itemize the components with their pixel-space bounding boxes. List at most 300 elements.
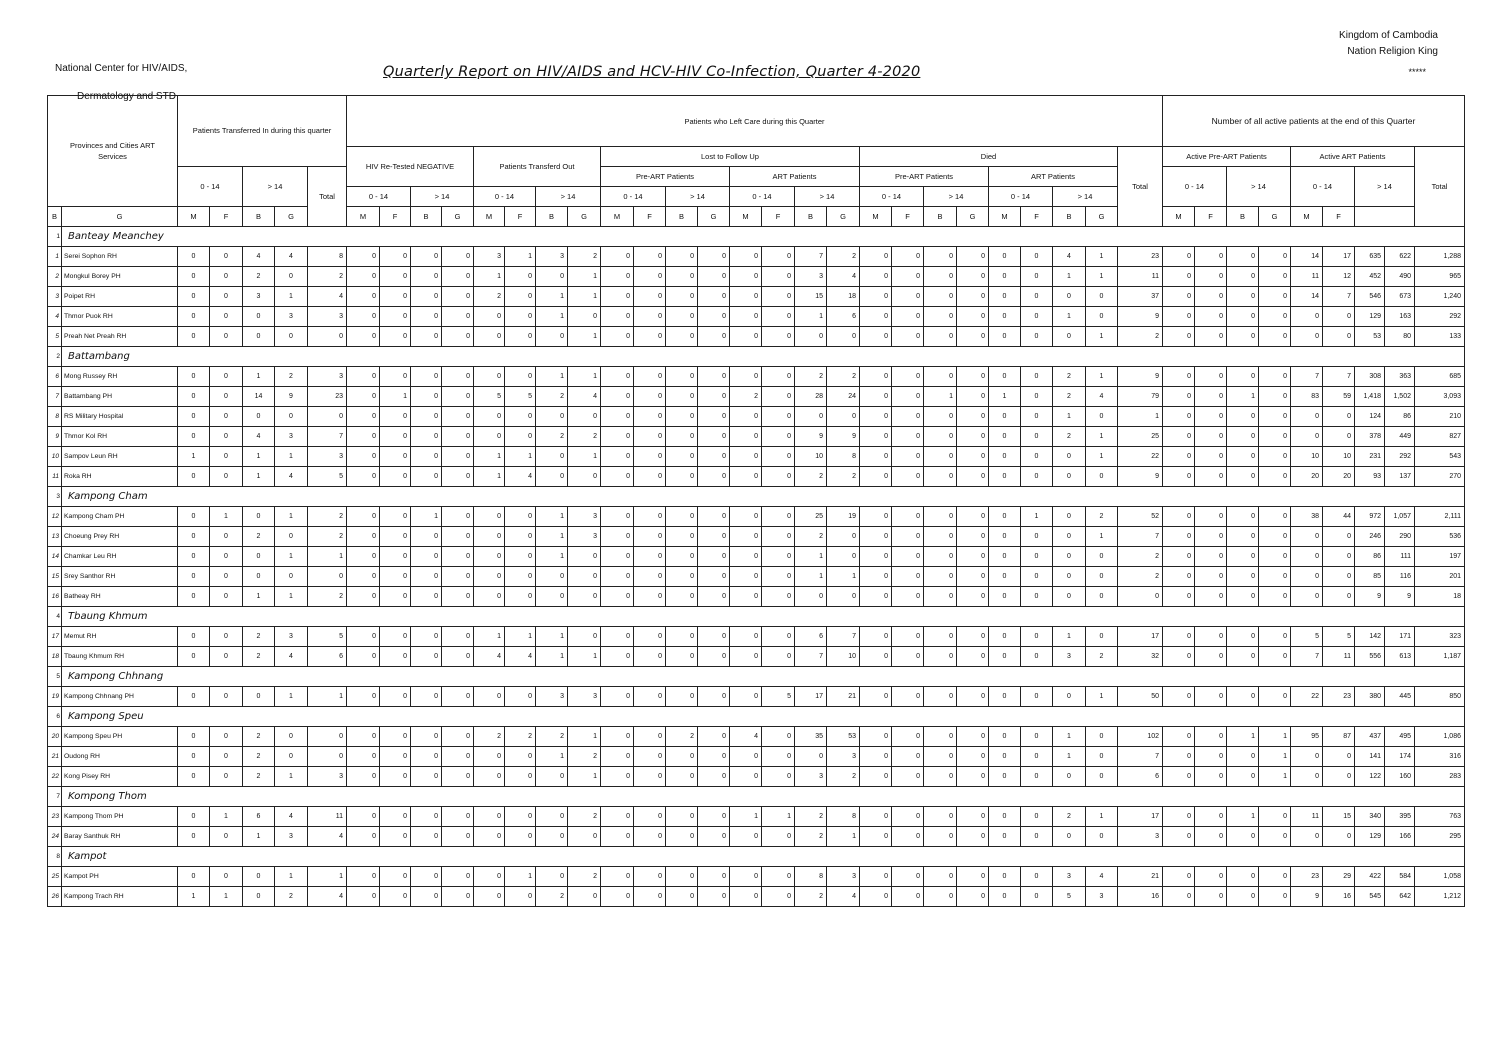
- active-m-header: M: [1163, 207, 1195, 227]
- active-cell: 0: [1227, 267, 1259, 287]
- transferred-in-cell: 1: [275, 687, 308, 707]
- left-care-cell: 0: [795, 327, 827, 347]
- left-care-cell: 0: [411, 367, 442, 387]
- active-cell: 0: [1291, 767, 1323, 787]
- left-care-cell: 0: [634, 647, 666, 667]
- active-cell: 7: [1323, 287, 1355, 307]
- transferred-in-cell: 2: [243, 527, 275, 547]
- transferred-in-cell: 0: [210, 527, 243, 547]
- left-care-cell: 0: [762, 767, 795, 787]
- left-care-cell: 8: [827, 807, 860, 827]
- transferred-in-cell: 2: [243, 267, 275, 287]
- left-care-cell: 1: [505, 627, 536, 647]
- site-name: Kampong Speu PH: [62, 727, 178, 747]
- site-name: Kampot PH: [62, 867, 178, 887]
- active-b-header: B: [1053, 207, 1086, 227]
- left-care-cell: 0: [1053, 287, 1086, 307]
- province-index: 8: [48, 847, 62, 867]
- active-cell: 11: [1323, 647, 1355, 667]
- active-cell: 0: [1227, 447, 1259, 467]
- transferred-in-cell: 0: [210, 267, 243, 287]
- left-care-cell: 2: [568, 247, 601, 267]
- left-care-cell: 0: [411, 407, 442, 427]
- active-cell: 972: [1355, 507, 1385, 527]
- left-care-cell: 0: [601, 287, 634, 307]
- left-care-cell: 2: [795, 827, 827, 847]
- left-care-cell: 0: [892, 327, 924, 347]
- active-total: 536: [1415, 527, 1465, 547]
- table-row: [48, 307, 1465, 327]
- table-row: [48, 327, 1465, 347]
- left-care-cell: 0: [347, 687, 380, 707]
- left-care-cell: 1: [474, 627, 505, 647]
- transferred-in-cell: 0: [210, 567, 243, 587]
- left-care-cell: 0: [827, 587, 860, 607]
- active-cell: 0: [1163, 867, 1195, 887]
- transferred-in-total: 23: [308, 387, 347, 407]
- left-care-cell: 0: [1053, 767, 1086, 787]
- left-care-cell: 0: [568, 407, 601, 427]
- left-care-cell: 1: [568, 287, 601, 307]
- transferred-in-cell: 4: [275, 807, 308, 827]
- active-cell: 0: [1195, 627, 1227, 647]
- left-care-cell: 0: [1053, 567, 1086, 587]
- left-care-cell: 0: [730, 407, 762, 427]
- active-cell: 0: [1195, 327, 1227, 347]
- table-row: [48, 527, 1465, 547]
- active-cell: 290: [1385, 527, 1415, 547]
- left-care-cell: 0: [762, 527, 795, 547]
- active-cell: 0: [1227, 327, 1259, 347]
- left-care-total: 3: [1118, 827, 1163, 847]
- active-cell: 1: [1259, 767, 1291, 787]
- left-g-header: G: [698, 207, 730, 227]
- active-total: 210: [1415, 407, 1465, 427]
- left-care-cell: 1: [1021, 507, 1053, 527]
- site-number: 16: [48, 587, 62, 607]
- left-care-cell: 0: [1053, 327, 1086, 347]
- left-care-cell: 0: [698, 387, 730, 407]
- left-care-cell: 0: [698, 827, 730, 847]
- left-care-cell: 0: [957, 647, 989, 667]
- left-care-cell: 0: [730, 247, 762, 267]
- active-cell: 0: [1195, 827, 1227, 847]
- left-care-cell: 0: [601, 427, 634, 447]
- left-care-cell: 0: [1021, 687, 1053, 707]
- left-care-cell: 0: [411, 247, 442, 267]
- table-row: [48, 767, 1465, 787]
- left-care-cell: 1: [536, 507, 568, 527]
- transferred-in-cell: 1: [178, 447, 210, 467]
- left-care-cell: 1: [536, 527, 568, 547]
- left-care-cell: 1: [380, 387, 411, 407]
- transferred-in-cell: 1: [243, 467, 275, 487]
- active-cell: 0: [1259, 447, 1291, 467]
- transferred-in-cell: 0: [178, 507, 210, 527]
- left-care-cell: 0: [347, 727, 380, 747]
- site-name: Choeung Prey RH: [62, 527, 178, 547]
- transferred-in-cell: 2: [275, 367, 308, 387]
- da-age-old: > 14: [1053, 187, 1118, 207]
- left-care-cell: 0: [634, 467, 666, 487]
- left-care-cell: 0: [505, 427, 536, 447]
- left-care-cell: 0: [860, 767, 892, 787]
- left-care-cell: 3: [827, 867, 860, 887]
- active-total: 316: [1415, 747, 1465, 767]
- left-care-cell: 0: [666, 547, 698, 567]
- left-care-cell: 5: [762, 687, 795, 707]
- left-care-cell: 0: [730, 587, 762, 607]
- left-care-cell: 0: [957, 327, 989, 347]
- active-cell: 0: [1259, 807, 1291, 827]
- left-care-cell: 0: [505, 767, 536, 787]
- table-row: [48, 287, 1465, 307]
- left-care-cell: 1: [568, 647, 601, 667]
- left-care-cell: 0: [1086, 727, 1118, 747]
- left-care-cell: 0: [568, 307, 601, 327]
- col-left-total: Total: [1118, 147, 1163, 227]
- active-cell: 44: [1323, 507, 1355, 527]
- active-cell: 0: [1259, 827, 1291, 847]
- active-cell: 635: [1355, 247, 1385, 267]
- left-care-cell: 0: [860, 547, 892, 567]
- left-care-cell: 0: [536, 327, 568, 347]
- left-care-cell: 0: [1021, 327, 1053, 347]
- transferred-in-cell: 0: [210, 587, 243, 607]
- left-care-cell: 0: [827, 547, 860, 567]
- transferred-in-total: 2: [308, 507, 347, 527]
- left-care-cell: 0: [347, 427, 380, 447]
- left-care-cell: 2: [568, 427, 601, 447]
- transferred-in-cell: 1: [210, 807, 243, 827]
- left-care-cell: 3: [474, 247, 505, 267]
- left-care-cell: 0: [411, 867, 442, 887]
- left-care-cell: 5: [505, 387, 536, 407]
- transferred-in-cell: 2: [243, 627, 275, 647]
- left-care-cell: 0: [634, 267, 666, 287]
- transferred-in-total: 4: [308, 287, 347, 307]
- left-care-cell: 0: [601, 367, 634, 387]
- active-cell: 0: [1163, 247, 1195, 267]
- transferred-in-cell: 4: [243, 247, 275, 267]
- active-cell: 174: [1385, 747, 1415, 767]
- active-cell: 0: [1227, 587, 1259, 607]
- left-care-cell: 0: [989, 647, 1021, 667]
- left-care-cell: 1: [1053, 407, 1086, 427]
- left-care-cell: 0: [601, 627, 634, 647]
- tin-age-old: > 14: [243, 167, 308, 207]
- left-care-cell: 0: [1021, 767, 1053, 787]
- transferred-in-cell: 2: [243, 747, 275, 767]
- left-care-total: 32: [1118, 647, 1163, 667]
- active-cell: 0: [1163, 727, 1195, 747]
- left-care-cell: 10: [795, 447, 827, 467]
- left-care-cell: 0: [762, 467, 795, 487]
- left-care-cell: 0: [860, 387, 892, 407]
- transferred-in-cell: 0: [243, 307, 275, 327]
- transferred-in-total: 3: [308, 307, 347, 327]
- left-care-cell: 0: [634, 687, 666, 707]
- left-care-cell: 0: [989, 747, 1021, 767]
- transferred-in-cell: 0: [178, 747, 210, 767]
- transferred-in-total: 1: [308, 867, 347, 887]
- left-care-total: 7: [1118, 747, 1163, 767]
- left-care-cell: 0: [892, 627, 924, 647]
- left-care-cell: 0: [698, 887, 730, 907]
- active-cell: 0: [1227, 887, 1259, 907]
- left-care-cell: 0: [347, 367, 380, 387]
- left-care-cell: 0: [474, 887, 505, 907]
- transferred-in-cell: 0: [275, 727, 308, 747]
- active-cell: 142: [1355, 627, 1385, 647]
- site-number: 14: [48, 547, 62, 567]
- left-care-cell: 0: [601, 387, 634, 407]
- site-name: Preah Net Preah RH: [62, 327, 178, 347]
- left-care-cell: 0: [411, 287, 442, 307]
- active-total: 133: [1415, 327, 1465, 347]
- left-care-cell: 0: [860, 647, 892, 667]
- site-number: 2: [48, 267, 62, 287]
- tin-b-header: B: [48, 207, 62, 227]
- left-care-cell: 0: [989, 367, 1021, 387]
- active-cell: 9: [1355, 587, 1385, 607]
- active-cell: 38: [1291, 507, 1323, 527]
- left-care-cell: 2: [1086, 647, 1118, 667]
- left-care-cell: 0: [411, 427, 442, 447]
- active-cell: 7: [1291, 647, 1323, 667]
- left-care-cell: 0: [601, 267, 634, 287]
- left-care-cell: 0: [442, 547, 474, 567]
- left-care-cell: 0: [892, 647, 924, 667]
- left-care-cell: 1: [536, 307, 568, 327]
- transferred-in-cell: 0: [178, 547, 210, 567]
- left-care-cell: 0: [860, 287, 892, 307]
- left-care-cell: 0: [505, 567, 536, 587]
- left-care-cell: 0: [860, 687, 892, 707]
- left-care-cell: 0: [957, 367, 989, 387]
- active-cell: 363: [1385, 367, 1415, 387]
- active-cell: 1,502: [1385, 387, 1415, 407]
- left-care-cell: 0: [924, 627, 957, 647]
- left-care-cell: 0: [924, 587, 957, 607]
- left-care-cell: 0: [957, 627, 989, 647]
- active-cell: 437: [1355, 727, 1385, 747]
- left-care-total: 102: [1118, 727, 1163, 747]
- transferred-in-cell: 0: [178, 287, 210, 307]
- active-cell: 1: [1259, 727, 1291, 747]
- left-care-cell: 0: [474, 747, 505, 767]
- left-care-cell: 0: [1053, 687, 1086, 707]
- left-care-cell: 0: [442, 327, 474, 347]
- left-care-cell: 0: [762, 387, 795, 407]
- site-name: Poipet RH: [62, 287, 178, 307]
- table-row: [48, 427, 1465, 447]
- site-name: Kampong Trach RH: [62, 887, 178, 907]
- left-care-cell: 0: [1021, 727, 1053, 747]
- active-cell: 0: [1163, 267, 1195, 287]
- left-care-cell: 0: [411, 627, 442, 647]
- site-name: Thmor Puok RH: [62, 307, 178, 327]
- left-care-cell: 0: [442, 887, 474, 907]
- active-cell: 0: [1227, 507, 1259, 527]
- transferred-in-cell: 0: [243, 507, 275, 527]
- left-care-cell: 2: [1053, 427, 1086, 447]
- report-table: [47, 95, 1465, 907]
- site-name: Srey Santhor RH: [62, 567, 178, 587]
- left-care-cell: 0: [860, 887, 892, 907]
- left-care-cell: 2: [795, 467, 827, 487]
- left-care-cell: 0: [924, 247, 957, 267]
- left-care-cell: 0: [892, 267, 924, 287]
- transferred-in-cell: 0: [210, 407, 243, 427]
- site-name: Baray Santhuk RH: [62, 827, 178, 847]
- left-care-cell: 0: [474, 687, 505, 707]
- left-care-cell: 0: [666, 467, 698, 487]
- left-care-cell: 0: [442, 467, 474, 487]
- left-care-cell: 4: [505, 467, 536, 487]
- province-name: Kampot: [62, 847, 1465, 867]
- province-index: 1: [48, 227, 62, 247]
- left-care-cell: 0: [442, 527, 474, 547]
- active-cell: 0: [1227, 247, 1259, 267]
- table-row: [48, 267, 1465, 287]
- active-m-header: M: [1291, 207, 1323, 227]
- left-care-cell: 21: [827, 687, 860, 707]
- active-cell: 160: [1385, 767, 1415, 787]
- left-care-cell: 0: [892, 387, 924, 407]
- site-number: 22: [48, 767, 62, 787]
- left-care-cell: 1: [1053, 727, 1086, 747]
- left-care-cell: 0: [989, 407, 1021, 427]
- left-care-cell: 7: [795, 647, 827, 667]
- left-care-cell: 1: [730, 807, 762, 827]
- left-care-total: 9: [1118, 367, 1163, 387]
- left-care-cell: 0: [380, 687, 411, 707]
- left-care-cell: 2: [536, 427, 568, 447]
- table-row: [48, 567, 1465, 587]
- left-care-cell: 2: [795, 367, 827, 387]
- active-cell: 0: [1163, 807, 1195, 827]
- active-cell: 0: [1163, 447, 1195, 467]
- transferred-in-total: 0: [308, 727, 347, 747]
- left-care-cell: 0: [924, 367, 957, 387]
- active-cell: 1,057: [1385, 507, 1415, 527]
- left-care-cell: 0: [536, 407, 568, 427]
- left-care-cell: 0: [924, 767, 957, 787]
- left-care-cell: 0: [568, 627, 601, 647]
- left-care-total: 21: [1118, 867, 1163, 887]
- left-care-cell: 0: [634, 547, 666, 567]
- left-care-cell: 0: [957, 447, 989, 467]
- active-cell: 20: [1323, 467, 1355, 487]
- left-care-cell: 0: [666, 267, 698, 287]
- left-care-cell: 0: [1021, 827, 1053, 847]
- transferred-in-cell: 1: [275, 867, 308, 887]
- transferred-in-total: 2: [308, 267, 347, 287]
- left-care-cell: 1: [536, 367, 568, 387]
- left-care-cell: 1: [1053, 267, 1086, 287]
- active-cell: 0: [1195, 587, 1227, 607]
- left-care-cell: 0: [380, 587, 411, 607]
- active-cell: 80: [1385, 327, 1415, 347]
- left-care-cell: 1: [536, 647, 568, 667]
- left-care-total: 2: [1118, 327, 1163, 347]
- active-cell: 0: [1163, 547, 1195, 567]
- left-care-cell: 0: [698, 687, 730, 707]
- transferred-in-cell: 0: [178, 527, 210, 547]
- province-index: 7: [48, 787, 62, 807]
- col-died: Died: [860, 147, 1118, 167]
- province-name: Banteay Meanchey: [62, 227, 1465, 247]
- left-care-cell: 0: [505, 807, 536, 827]
- left-care-cell: 1: [1086, 807, 1118, 827]
- left-care-cell: 1: [1086, 267, 1118, 287]
- left-care-cell: 9: [795, 427, 827, 447]
- left-care-total: 23: [1118, 247, 1163, 267]
- active-cell: 0: [1227, 467, 1259, 487]
- col-tin-total: Total: [308, 167, 347, 227]
- active-cell: 1: [1227, 807, 1259, 827]
- left-care-cell: 2: [568, 867, 601, 887]
- transferred-in-cell: 1: [243, 827, 275, 847]
- left-care-cell: 15: [795, 287, 827, 307]
- left-care-cell: 0: [892, 427, 924, 447]
- left-care-cell: 0: [924, 467, 957, 487]
- active-cell: 495: [1385, 727, 1415, 747]
- left-care-cell: 0: [762, 587, 795, 607]
- left-care-cell: 0: [666, 647, 698, 667]
- left-care-cell: 0: [989, 307, 1021, 327]
- left-care-cell: 0: [730, 287, 762, 307]
- left-care-cell: 0: [762, 507, 795, 527]
- active-cell: 12: [1323, 267, 1355, 287]
- active-cell: 0: [1163, 467, 1195, 487]
- left-care-cell: 0: [666, 747, 698, 767]
- ltfu-art: ART Patients: [730, 167, 860, 187]
- active-b-header: B: [1227, 207, 1259, 227]
- table-row: [48, 627, 1465, 647]
- left-care-total: 0: [1118, 587, 1163, 607]
- left-care-cell: 0: [380, 367, 411, 387]
- table-row: [48, 887, 1465, 907]
- active-cell: 83: [1291, 387, 1323, 407]
- left-care-cell: 0: [380, 247, 411, 267]
- active-cell: 5: [1323, 627, 1355, 647]
- left-care-cell: 0: [957, 547, 989, 567]
- dp-age-young: 0 - 14: [860, 187, 924, 207]
- left-care-cell: 0: [827, 527, 860, 547]
- left-care-cell: 0: [795, 407, 827, 427]
- left-care-total: 9: [1118, 467, 1163, 487]
- active-cell: 0: [1259, 467, 1291, 487]
- left-care-cell: 0: [1021, 867, 1053, 887]
- table-row: [48, 687, 1465, 707]
- left-care-cell: 0: [347, 627, 380, 647]
- left-care-cell: 0: [924, 307, 957, 327]
- left-care-cell: 0: [634, 307, 666, 327]
- left-m-header: M: [730, 207, 762, 227]
- active-cell: 0: [1291, 327, 1323, 347]
- table-row: [48, 727, 1465, 747]
- left-care-cell: 0: [442, 587, 474, 607]
- left-care-cell: 2: [827, 367, 860, 387]
- left-care-cell: 0: [762, 367, 795, 387]
- left-care-cell: 0: [601, 547, 634, 567]
- active-cell: 11: [1291, 807, 1323, 827]
- left-care-cell: 0: [411, 267, 442, 287]
- kingdom-line1: Kingdom of Cambodia: [1339, 30, 1438, 41]
- transferred-in-cell: 0: [178, 827, 210, 847]
